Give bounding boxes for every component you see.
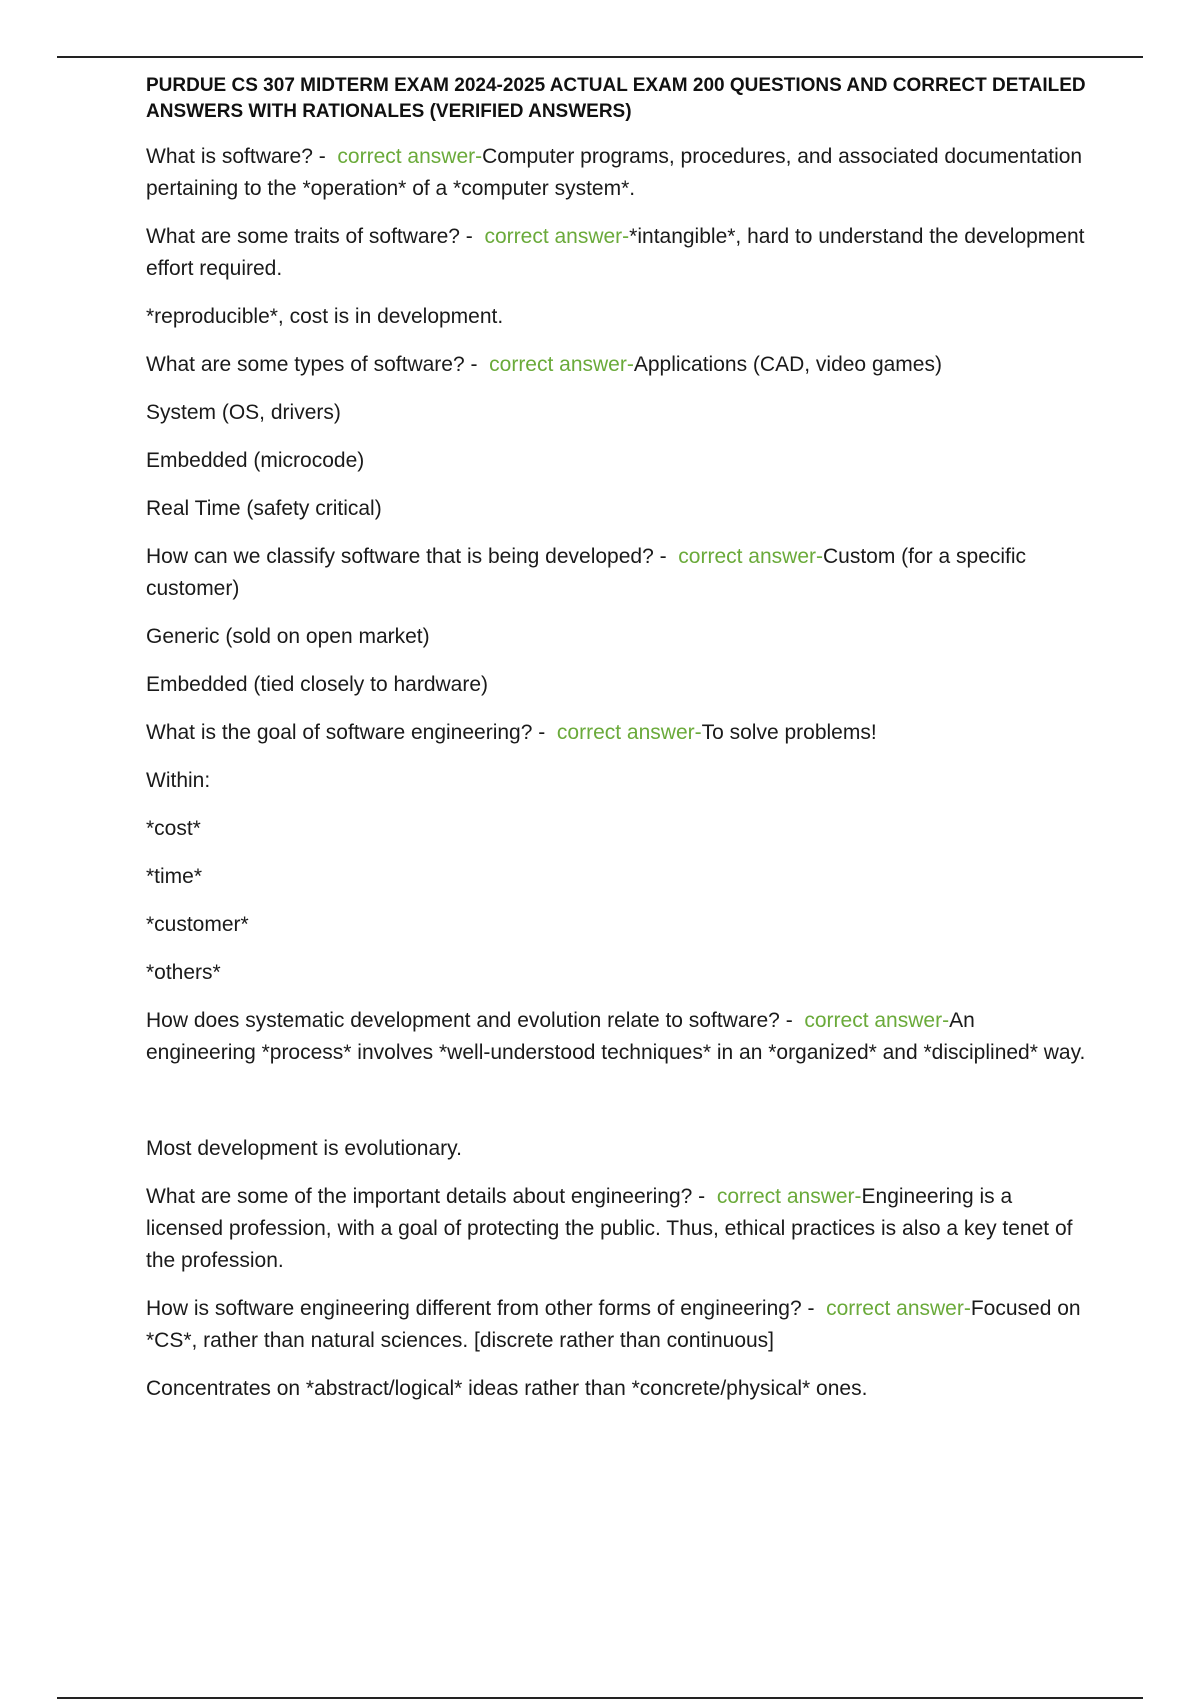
separator: - bbox=[532, 721, 557, 744]
document-title: PURDUE CS 307 MIDTERM EXAM 2024-2025 ACTUAL EXAM 200 QUESTIONS AND CORRECT DETAILED ANSWERS WITH RATIONALES (VERIFIED ANSWERS) bbox=[146, 75, 1086, 122]
correct-answer-label: correct answer- bbox=[337, 145, 483, 168]
question-text: How does systematic development and evolution relate to software? bbox=[146, 1009, 780, 1032]
separator: - bbox=[692, 1185, 717, 1208]
answer-text: To solve problems! bbox=[701, 721, 877, 744]
qa-item bbox=[146, 349, 1086, 381]
question-text: How is software engineering different from other forms of engineering? bbox=[146, 1297, 802, 1320]
answer-line: Embedded (tied closely to hardware) bbox=[146, 673, 489, 696]
separator: - bbox=[459, 225, 485, 248]
answer-line: *cost* bbox=[146, 817, 201, 840]
answer-line: *customer* bbox=[146, 913, 249, 936]
top-rule bbox=[57, 56, 1143, 58]
separator: - bbox=[312, 145, 338, 168]
qa-item bbox=[146, 1181, 1086, 1277]
answer-line: Real Time (safety critical) bbox=[146, 497, 382, 520]
correct-answer-label: correct answer- bbox=[804, 1009, 950, 1032]
qa-item bbox=[146, 1005, 1086, 1069]
correct-answer-label: correct answer- bbox=[484, 225, 630, 248]
qa-item bbox=[146, 141, 1086, 205]
correct-answer-label: correct answer- bbox=[556, 721, 702, 744]
answer-line: Concentrates on *abstract/logical* ideas rather than *concrete/physical* ones. bbox=[146, 1377, 868, 1400]
answer-text: Custom (for a specific customer) bbox=[146, 545, 1027, 600]
separator: - bbox=[653, 545, 679, 568]
answer-text: *intangible*, hard to understand the development effort required. bbox=[146, 225, 1085, 280]
question-text: What is the goal of software engineering? bbox=[146, 721, 533, 744]
separator: - bbox=[464, 353, 490, 376]
question-text: What is software? bbox=[146, 145, 313, 168]
answer-text: Applications (CAD, video games) bbox=[633, 353, 942, 376]
separator: - bbox=[779, 1009, 805, 1032]
bottom-rule bbox=[57, 1697, 1143, 1699]
answer-line: *reproducible*, cost is in development. bbox=[146, 305, 504, 328]
qa-item bbox=[146, 717, 1086, 749]
qa-item bbox=[146, 541, 1086, 605]
qa-item bbox=[146, 1293, 1086, 1357]
answer-text: Engineering is a licensed profession, with a goal of protecting the public. Thus, ethical practices is also a key tenet of the profession. bbox=[146, 1185, 1073, 1272]
answer-line: Most development is evolutionary. bbox=[146, 1137, 462, 1160]
correct-answer-label: correct answer- bbox=[489, 353, 634, 376]
answer-text: An engineering *process* involves *well-understood techniques* in an *organized* and *disciplined* way. bbox=[146, 1009, 1086, 1064]
qa-item bbox=[146, 221, 1086, 285]
question-text: What are some traits of software? bbox=[146, 225, 460, 248]
answer-line: Embedded (microcode) bbox=[146, 449, 365, 472]
separator: - bbox=[801, 1297, 827, 1320]
answer-line: *others* bbox=[146, 961, 221, 984]
question-text: What are some of the important details about engineering? bbox=[146, 1185, 693, 1208]
answer-line: System (OS, drivers) bbox=[146, 401, 341, 424]
answer-line: Generic (sold on open market) bbox=[146, 625, 430, 648]
correct-answer-label: correct answer- bbox=[826, 1297, 971, 1320]
correct-answer-label: correct answer- bbox=[716, 1185, 862, 1208]
answer-text: Focused on *CS*, rather than natural sciences. [discrete rather than continuous] bbox=[146, 1297, 1081, 1352]
answer-line: *time* bbox=[146, 865, 203, 888]
correct-answer-label: correct answer- bbox=[678, 545, 823, 568]
answer-text: Computer programs, procedures, and associated documentation pertaining to the *operation* of a *computer system*. bbox=[146, 145, 1083, 200]
question-text: How can we classify software that is being developed? bbox=[146, 545, 654, 568]
answer-line: Within: bbox=[146, 769, 211, 792]
document-page bbox=[146, 73, 1086, 1421]
question-text: What are some types of software? bbox=[146, 353, 465, 376]
